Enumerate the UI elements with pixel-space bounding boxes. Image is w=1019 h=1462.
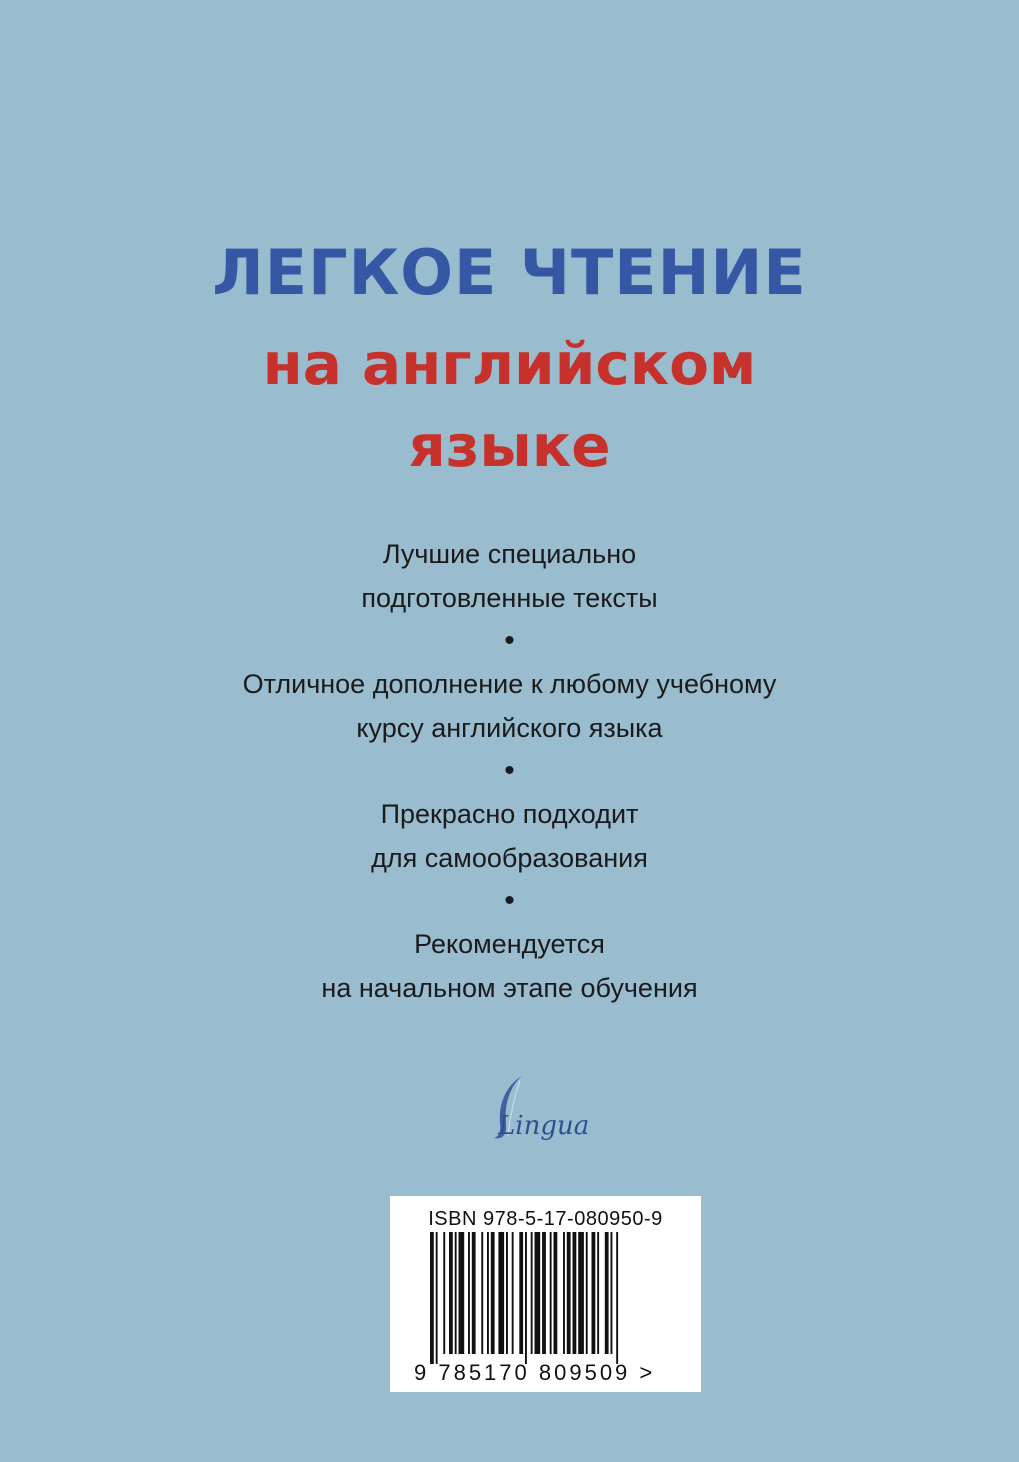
bullet-separator: • xyxy=(504,754,515,787)
feature-line: Лучшие специально xyxy=(382,539,637,569)
barcode-bar xyxy=(597,1232,599,1354)
publisher-logo xyxy=(470,1068,620,1158)
feature-line: Прекрасно подходит xyxy=(380,799,639,829)
barcode-bar xyxy=(519,1232,523,1354)
feature-line: подготовленные тексты xyxy=(361,583,658,613)
barcode-bar xyxy=(491,1232,495,1354)
feature-item xyxy=(0,532,1019,620)
barcode-bar xyxy=(481,1232,483,1354)
feather-quill-icon xyxy=(470,1068,620,1158)
feature-line: Отличное дополнение к любому учебному xyxy=(242,669,777,699)
barcode-bar xyxy=(611,1232,613,1354)
barcode-bar xyxy=(550,1232,552,1354)
barcode-bar xyxy=(535,1232,541,1354)
bullet-separator: • xyxy=(504,624,515,657)
barcode-bar xyxy=(455,1232,457,1354)
barcode-bar xyxy=(531,1232,533,1354)
barcode-bar xyxy=(578,1232,584,1354)
feature-line: для самообразования xyxy=(371,843,648,873)
barcode-bar xyxy=(554,1232,558,1354)
barcode-bar xyxy=(506,1232,508,1354)
barcode-icon xyxy=(430,1232,662,1364)
barcode-bar xyxy=(436,1232,438,1364)
barcode-bar xyxy=(592,1232,596,1354)
barcode-bar xyxy=(616,1232,618,1364)
feature-item xyxy=(0,662,1019,750)
barcode-bar xyxy=(567,1232,571,1354)
barcode-bar xyxy=(512,1232,514,1354)
barcode-bar xyxy=(449,1232,453,1354)
barcode-bar xyxy=(487,1232,489,1354)
barcode-bar xyxy=(443,1232,445,1354)
barcode-bar xyxy=(573,1232,577,1354)
barcode-panel xyxy=(390,1196,701,1392)
barcode-bar xyxy=(525,1232,527,1364)
feature-line: курсу английского языка xyxy=(356,713,663,743)
logo-wordmark: Lingua xyxy=(498,1111,590,1141)
title-sub-line2: языке xyxy=(408,412,611,480)
barcode-bar xyxy=(605,1232,609,1354)
barcode-bar xyxy=(468,1232,470,1354)
barcode-bar xyxy=(586,1232,588,1354)
barcode-digits: 9 785170 809509 > xyxy=(414,1360,656,1385)
title-sub-line1: на английском xyxy=(262,330,757,398)
feature-line: на начальном этапе обучения xyxy=(321,973,698,1003)
title-main: ЛЕГКОЕ ЧТЕНИЕ xyxy=(212,236,807,309)
feature-item xyxy=(0,922,1019,1010)
barcode-bar xyxy=(430,1232,434,1364)
bullet-separator: • xyxy=(504,884,515,917)
isbn-number: ISBN 978-5-17-080950-9 xyxy=(428,1208,663,1230)
feature-list xyxy=(0,532,1019,1010)
feature-line: Рекомендуется xyxy=(414,929,605,959)
barcode-bar xyxy=(542,1232,546,1354)
barcode-bar xyxy=(563,1232,565,1354)
feature-item xyxy=(0,792,1019,880)
barcode-bar xyxy=(459,1232,465,1354)
barcode-bar xyxy=(472,1232,476,1354)
barcode-bar xyxy=(498,1232,504,1354)
